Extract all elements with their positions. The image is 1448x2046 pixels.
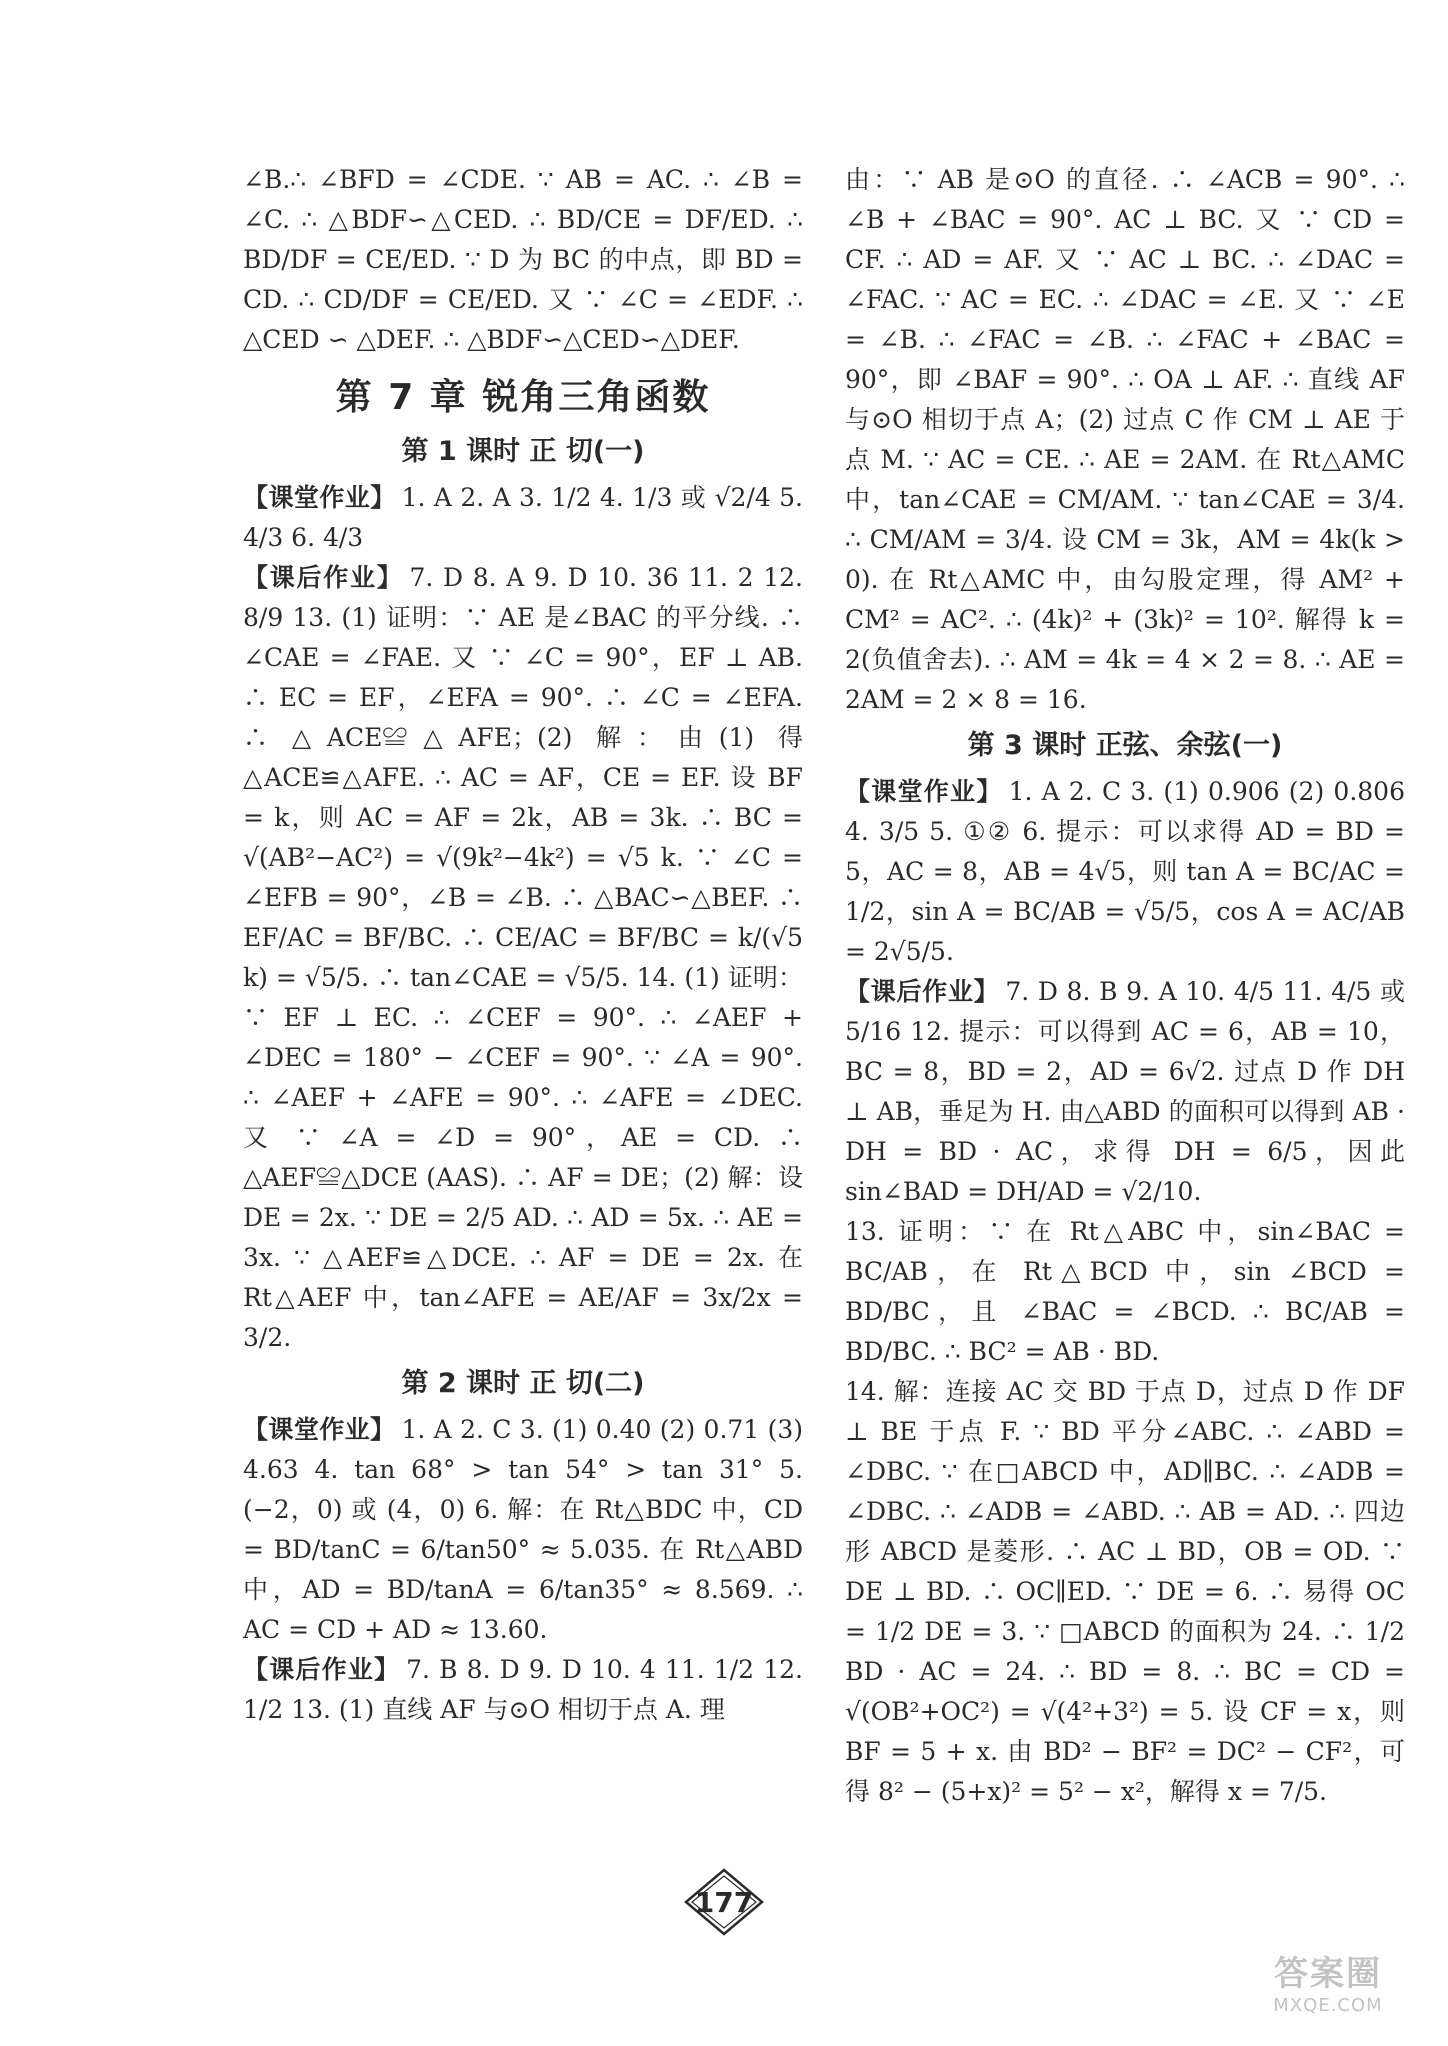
answer-text: 7. D 8. B 9. A 10. 4/5 11. 4/5 或 5/16 12. 提示：可以得到 AC = 6，AB = 10，BC = 8，BD = 2，AD = 6√2. 过点 D 作 DH ⊥ AB，垂足为 H. 由△ABD 的面积可以得到 AB · DH = BD · AC，求得 DH = 6/5，因此 sin∠BAD = DH/AD = √2/10.	[845, 977, 1405, 1206]
paragraph	[845, 972, 1405, 1212]
paragraph: 14. 解：连接 AC 交 BD 于点 D，过点 D 作 DF ⊥ BE 于点 F. ∵ BD 平分∠ABC. ∴ ∠ABD = ∠DBC. ∵ 在□ABCD 中，AD∥BC. ∴ ∠ADB = ∠DBC. ∴ ∠ADB = ∠ABD. ∴ AB = AD. ∴ 四边形 ABCD 是菱形. ∴ AC ⊥ BD，OB = OD. ∵ DE ⊥ BD. ∴ OC∥ED. ∵ DE = 6. ∴ 易得 OC = 1/2 DE = 3. ∵ □ABCD 的面积为 24. ∴ 1/2 BD · AC = 24. ∴ BD = 8. ∴ BC = CD = √(OB²+OC²) = √(4²+3²) = 5. 设 CF = x，则 BF = 5 + x. 由 BD² − BF² = DC² − CF²，可得 8² − (5+x)² = 5² − x²，解得 x = 7/5.	[845, 1377, 1405, 1806]
answer-text: 1. A 2. C 3. (1) 0.40 (2) 0.71 (3) 4.63 4. tan 68° > tan 54° > tan 31° 5. (−2，0) 或 (4，0) 6. 解：在 Rt△BDC 中，CD = BD/tanC = 6/tan50° ≈ 5.035. 在 Rt△ABD 中，AD = BD/tanA = 6/tan35° ≈ 8.569. ∴ AC = CD + AD ≈ 13.60.	[243, 1415, 803, 1644]
paragraph	[243, 1410, 803, 1650]
right-column	[845, 160, 1405, 1812]
paragraph: ∠B.∴ ∠BFD = ∠CDE. ∵ AB = AC. ∴ ∠B = ∠C. ∴ △BDF∽△CED. ∴ BD/CE = DF/ED. ∴ BD/DF = CE/ED. ∵ D 为 BC 的中点，即 BD = CD. ∴ CD/DF = CE/ED. 又 ∵ ∠C = ∠EDF. ∴ △CED ∽ △DEF. ∴ △BDF∽△CED∽△DEF.	[243, 165, 803, 354]
paragraph	[243, 558, 803, 1358]
lesson-title: 第 2 课时 正 切(二)	[401, 1368, 645, 1399]
paragraph	[243, 478, 803, 558]
answer-text: 7. D 8. A 9. D 10. 36 11. 2 12. 8/9 13. (1) 证明：∵ AE 是∠BAC 的平分线. ∴ ∠CAE = ∠FAE. 又 ∵ ∠C = 90°，EF ⊥ AB. ∴ EC = EF，∠EFA = 90°. ∴ ∠C = ∠EFA. ∴ △ACE≌△AFE；(2) 解：由(1) 得 △ACE≌△AFE. ∴ AC = AF，CE = EF. 设 BF = k，则 AC = AF = 2k，AB = 3k. ∴ BC = √(AB²−AC²) = √(9k²−4k²) = √5 k. ∵ ∠C = ∠EFB = 90°，∠B = ∠B. ∴ △BAC∽△BEF. ∴ EF/AC = BF/BC. ∴ CE/AC = BF/BC = k/(√5 k) = √5/5. ∴ tan∠CAE = √5/5. 14. (1) 证明：∵ EF ⊥ EC. ∴ ∠CEF = 90°. ∴ ∠AEF + ∠DEC = 180° − ∠CEF = 90°. ∵ ∠A = 90°. ∴ ∠AEF + ∠AFE = 90°. ∴ ∠AFE = ∠DEC. 又 ∵ ∠A = ∠D = 90°，AE = CD. ∴ △AEF≌△DCE (AAS). ∴ AF = DE；(2) 解：设 DE = 2x. ∵ DE = 2/5 AD. ∴ AD = 5x. ∴ AE = 3x. ∵ △AEF≌△DCE. ∴ AF = DE = 2x. 在 Rt△AEF 中，tan∠AFE = AE/AF = 3x/2x = 3/2.	[243, 563, 803, 1352]
site-watermark	[1228, 1936, 1428, 2026]
answer-text: 7. B 8. D 9. D 10. 4 11. 1/2 12. 1/2 13. (1) 直线 AF 与⊙O 相切于点 A. 理	[243, 1655, 803, 1724]
watermark-logo-text: 答案圈	[1274, 1954, 1382, 1994]
section-tag: 【课后作业】	[845, 977, 1000, 1006]
section-tag: 【课后作业】	[243, 1655, 401, 1684]
section-tag: 【课堂作业】	[845, 777, 1003, 806]
paragraph	[243, 1650, 803, 1730]
paragraph: 由：∵ AB 是⊙O 的直径. ∴ ∠ACB = 90°. ∴ ∠B + ∠BAC = 90°. AC ⊥ BC. 又 ∵ CD = CF. ∴ AD = AF. 又 ∵ AC ⊥ BC. ∴ ∠DAC = ∠FAC. ∵ AC = EC. ∴ ∠DAC = ∠E. 又 ∵ ∠E = ∠B. ∴ ∠FAC = ∠B. ∴ ∠FAC + ∠BAC = 90°，即 ∠BAF = 90°. ∴ OA ⊥ AF. ∴ 直线 AF 与⊙O 相切于点 A；(2) 过点 C 作 CM ⊥ AE 于点 M. ∵ AC = CE. ∴ AE = 2AM. 在 Rt△AMC 中，tan∠CAE = CM/AM. ∵ tan∠CAE = 3/4. ∴ CM/AM = 3/4. 设 CM = 3k，AM = 4k(k > 0). 在 Rt△AMC 中，由勾股定理，得 AM² + CM² = AC². ∴ (4k)² + (3k)² = 10². 解得 k = 2(负值舍去). ∴ AM = 4k = 4 × 2 = 8. ∴ AE = 2AM = 2 × 8 = 16.	[845, 165, 1405, 714]
page-number-badge	[684, 1868, 764, 1936]
section-tag: 【课堂作业】	[243, 483, 396, 512]
lesson-title: 第 1 课时 正 切(一)	[401, 436, 645, 467]
answer-text: 1. A 2. C 3. (1) 0.906 (2) 0.806 4. 3/5 5. ①② 6. 提示：可以求得 AD = BD = 5，AC = 8，AB = 4√5，则 tan A = BC/AC = 1/2，sin A = BC/AB = √5/5，cos A = AC/AB = 2√5/5.	[845, 777, 1405, 966]
section-tag: 【课后作业】	[243, 563, 404, 592]
chapter-title: 第 7 章 锐角三角函数	[335, 377, 711, 418]
lesson-title: 第 3 课时 正弦、余弦(一)	[967, 730, 1283, 761]
section-tag: 【课堂作业】	[243, 1415, 396, 1444]
left-column	[243, 160, 803, 1730]
watermark-url: MXQE.COM	[1273, 1995, 1383, 2016]
answer-text: 1. A 2. A 3. 1/2 4. 1/3 或 √2/4 5. 4/3 6. 4/3	[243, 483, 803, 552]
paragraph	[845, 772, 1405, 972]
paragraph: 13. 证明：∵ 在 Rt△ABC 中，sin∠BAC = BC/AB，在 Rt△BCD 中，sin ∠BCD = BD/BC，且 ∠BAC = ∠BCD. ∴ BC/AB = BD/BC. ∴ BC² = AB · BD.	[845, 1217, 1405, 1366]
page-number: 177	[694, 1885, 754, 1919]
